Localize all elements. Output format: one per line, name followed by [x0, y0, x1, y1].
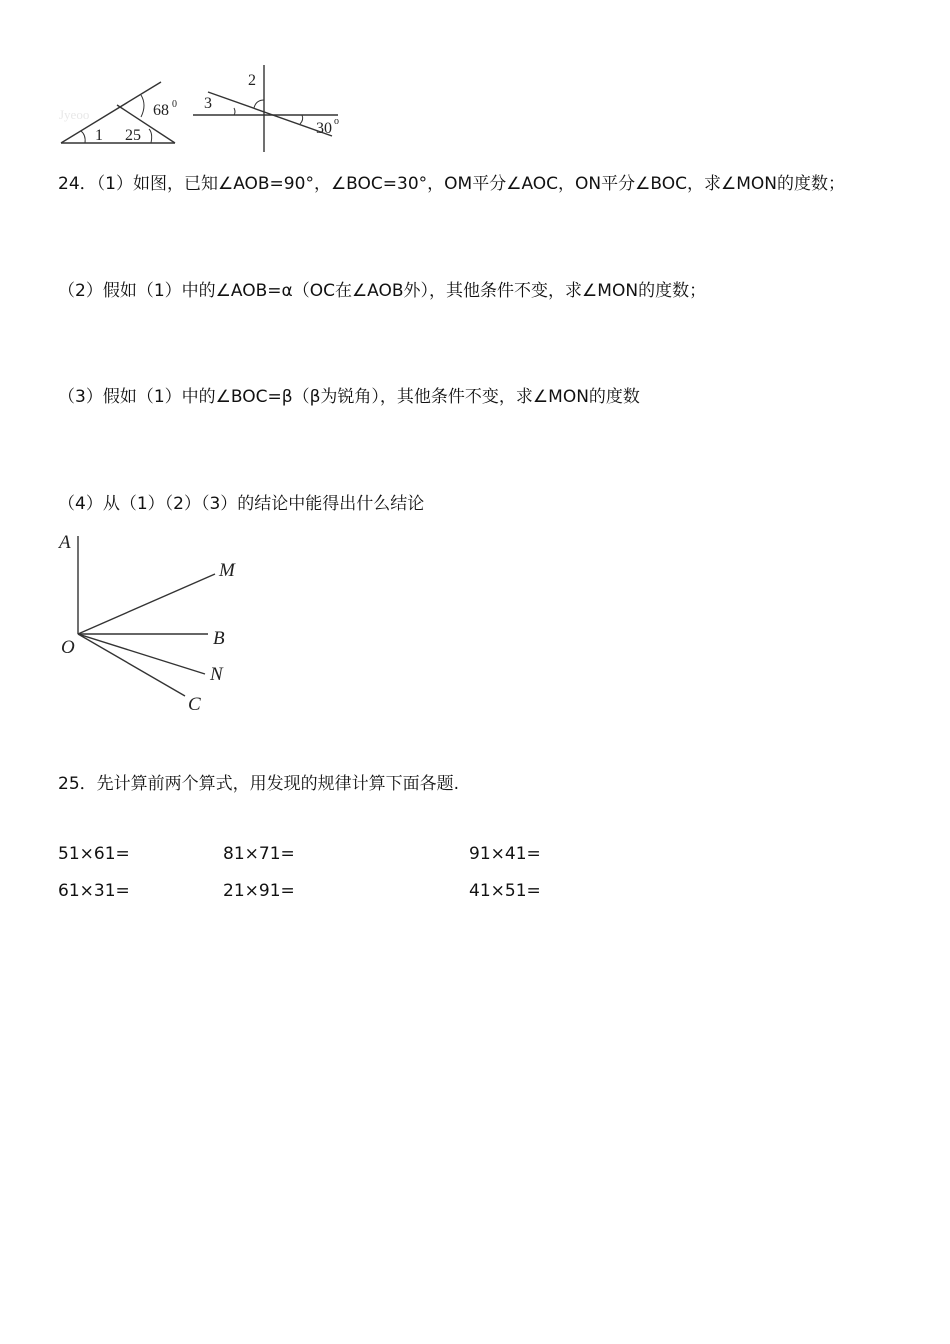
q25-title: 25．先计算前两个算式，用发现的规律计算下面各题.: [58, 774, 460, 794]
point-label-O: O: [61, 637, 75, 658]
angle-arc-2: [254, 100, 264, 108]
angle-arc-68: [141, 95, 144, 117]
angle-label-25: 25: [125, 127, 141, 144]
angle-arc-30: [300, 115, 303, 124]
q25-expr-2-2: 21×91=: [223, 881, 295, 901]
angle-label-1: 1: [95, 127, 103, 144]
triangle-figure: [55, 75, 185, 150]
point-label-B: B: [213, 628, 225, 649]
point-label-M: M: [219, 560, 235, 581]
point-label-C: C: [188, 694, 201, 715]
angle-label-68: 68: [153, 102, 169, 119]
angle-arc-25: [149, 129, 152, 143]
angle-label-68-sup: 0: [172, 99, 177, 110]
angle-label-30: 30: [316, 120, 332, 137]
angle-label-3: 3: [204, 95, 212, 112]
point-label-A: A: [59, 532, 71, 553]
q24-part2: （2）假如（1）中的∠AOB=α（OC在∠AOB外），其他条件不变，求∠MON的度数；: [58, 281, 707, 301]
ray-ON: [78, 634, 205, 674]
q25-expr-1-3: 91×41=: [469, 844, 541, 864]
q25-expr-2-3: 41×51=: [469, 881, 541, 901]
angle-rays-figure: [55, 528, 255, 718]
watermark-text: Jyeoo: [59, 107, 90, 122]
q25-expr-1-1: 51×61=: [58, 844, 130, 864]
q24-part1: 24．（1）如图，已知∠AOB=90°，∠BOC=30°，OM平分∠AOC，ON平分∠BOC，求∠MON的度数；: [58, 174, 845, 194]
q25-expr-2-1: 61×31=: [58, 881, 130, 901]
q24-part3: （3）假如（1）中的∠BOC=β（β为锐角），其他条件不变，求∠MON的度数: [58, 387, 640, 407]
angle-arc-1: [81, 131, 85, 143]
angle-label-30-sup: o: [334, 116, 339, 127]
q24-part4: （4）从（1）（2）（3）的结论中能得出什么结论: [58, 494, 425, 514]
angle-label-2: 2: [248, 72, 256, 89]
ray-OM: [78, 574, 215, 634]
diagonal-line: [208, 92, 332, 136]
angle-arc-3: [234, 108, 235, 115]
ray-OC: [78, 634, 185, 696]
point-label-N: N: [210, 664, 223, 685]
q25-expr-1-2: 81×71=: [223, 844, 295, 864]
intersecting-lines-figure: [190, 60, 350, 155]
